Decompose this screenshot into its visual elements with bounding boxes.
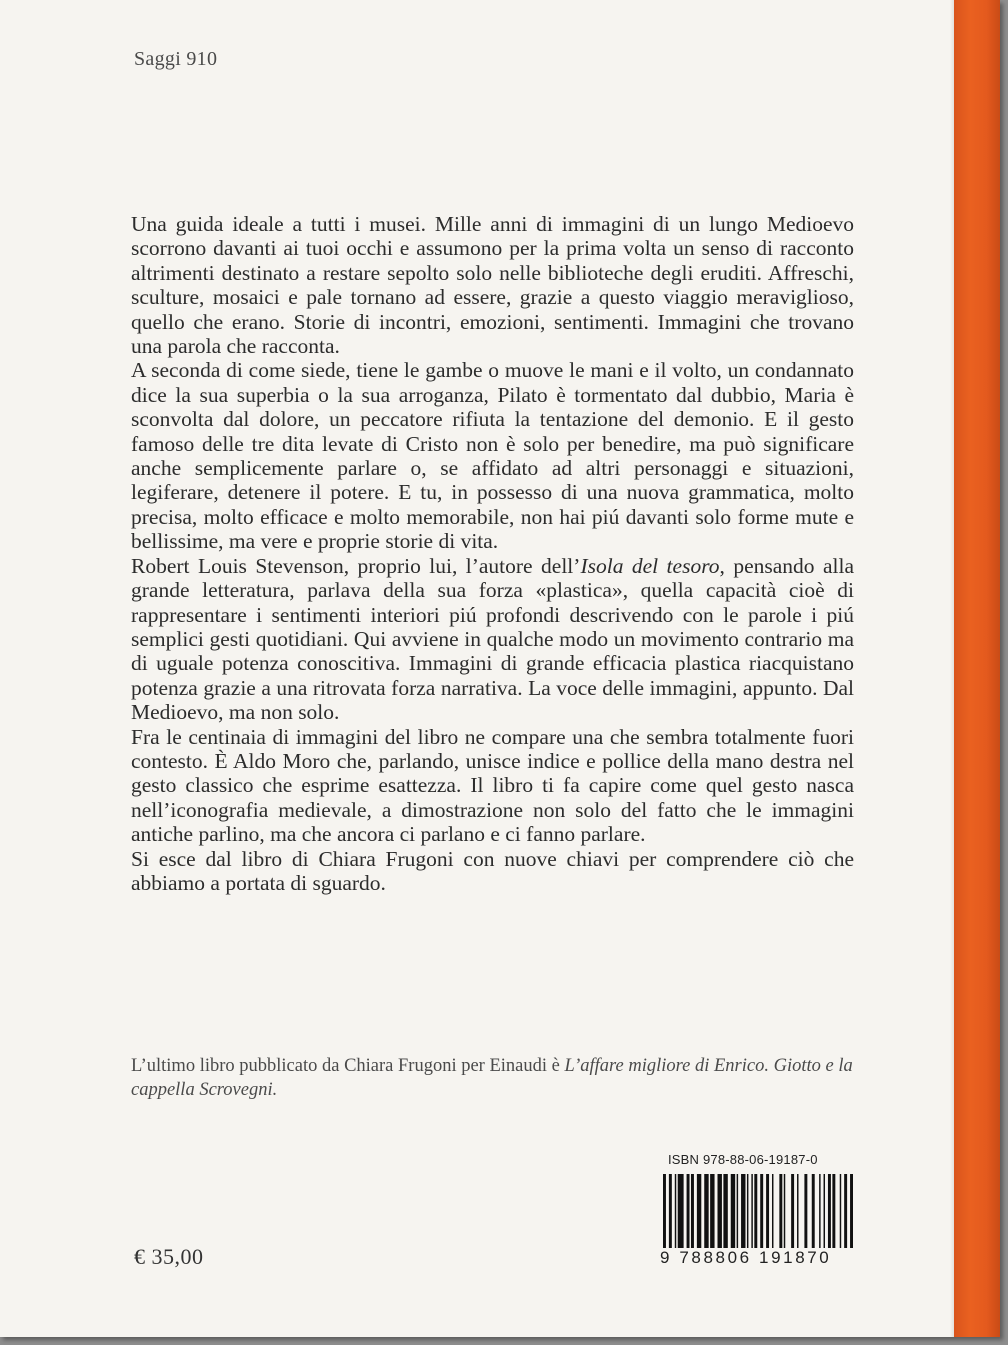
barcode (660, 1150, 856, 1280)
barcode-bar (784, 1174, 785, 1248)
isbn-label: ISBN 978-88-06-19187-0 (668, 1152, 818, 1167)
barcode-bar (678, 1174, 684, 1248)
barcode-bar (747, 1174, 748, 1248)
blurb-paragraph-3 (131, 554, 854, 725)
series-label: Saggi 910 (134, 48, 218, 70)
blurb-paragraph-5: Si esce dal libro di Chiara Frugoni con nuove chiavi per comprendere ciò che abbiamo a portata di sguardo. (131, 846, 854, 895)
barcode-bar (791, 1174, 794, 1248)
barcode-bar (687, 1174, 690, 1248)
barcode-bar (824, 1174, 825, 1248)
book-title-italic: Isola del tesoro (580, 553, 720, 578)
barcode-bar (797, 1174, 798, 1248)
blurb-paragraph-2: A seconda di come siede, tiene le gambe o muove le mani e il volto, un condannato dice la sua superbia o la sua arroganza, Pilato è tormentato dal dubbio, Maria è sconvolta dal dolore, un peccatore rifiuta la tentazione del demonio. E il gesto famoso delle tre dita levate di Cristo non è solo per benedire, ma può significare anche semplicemente parlare o, se affidato ad altri personaggi e situazioni, legiferare, detenere il potere. E tu, in possesso di una nuova grammatica, molto precisa, molto efficace e molto memorabile, non hai piú davanti solo forme mute e bellissime, ma vere e proprie storie di vita. (131, 358, 854, 554)
blurb-p3-end: , pensando alla grande letteratura, parlava della sua forza «plastica», quella capacità cioè di rappresentare i sentimenti interiori piú profondi descrivendo con le parole i piú semplici gesti quotidiani. Qui avviene in qualche modo un movimento contrario ma di uguale potenza conoscitiva. Immagini di grande efficacia plastica riacquistano potenza grazie a una ritrovata forza narrativa. La voce delle immagini, appunto. Dal Medioevo, ma non solo. (131, 553, 854, 725)
barcode-bar (718, 1174, 722, 1248)
barcode-bar (812, 1174, 815, 1248)
barcode-bar (804, 1174, 807, 1248)
barcode-bar (832, 1174, 835, 1248)
barcode-digits: 9 788806 191870 (660, 1248, 832, 1267)
barcode-bar (779, 1174, 782, 1248)
orange-spine (954, 0, 1000, 1337)
barcode-bar (663, 1174, 666, 1248)
previous-book-note (131, 1054, 861, 1102)
barcode-bar (697, 1174, 701, 1248)
barcode-bar (760, 1174, 763, 1248)
barcode-bar (741, 1174, 745, 1248)
barcode-bar (751, 1174, 752, 1248)
barcode-bar (754, 1174, 757, 1248)
barcode-bar (772, 1174, 773, 1248)
barcode-bars (660, 1174, 856, 1250)
barcode-bar (723, 1174, 727, 1248)
blurb-paragraph-4: Fra le centinaia di immagini del libro ne compare una che sembra totalmente fuori contesto. È Aldo Moro che, parlando, unisce indice e pollice della mano destra nel gesto classico che esprime esattezza. Il libro ti fa capire come quel gesto nasca nell’iconografia medievale, a dimostrazione non solo del fatto che le immagini antiche parlino, ma che ancora ci parlano e ci fanno parlare. (131, 724, 854, 847)
barcode-bar (844, 1174, 847, 1248)
barcode-bar (710, 1174, 714, 1248)
note-text: L’ultimo libro pubblicato da Chiara Frugoni per Einaudi è (131, 1056, 560, 1076)
barcode-bar (850, 1174, 853, 1248)
blurb-text (131, 212, 854, 895)
barcode-bar (840, 1174, 841, 1248)
barcode-bar (669, 1174, 672, 1248)
price: € 35,00 (134, 1244, 204, 1269)
barcode-bar (731, 1174, 735, 1248)
barcode-bar (766, 1174, 769, 1248)
blurb-paragraph-1: Una guida ideale a tutti i musei. Mille anni di immagini di un lungo Medioevo scorrono davanti ai tuoi occhi e assumono per la prima volta un senso di racconto altrimenti destinato a restare sepolto solo nelle biblioteche degli eruditi. Affreschi, sculture, mosaici e pale tornano ad essere, grazie a questo viaggio meraviglioso, quello che erano. Storie di incontri, emozioni, sentimenti. Immagini che trovano una parola che racconta. (131, 212, 854, 359)
barcode-bar (675, 1174, 676, 1248)
barcode-bar (704, 1174, 708, 1248)
barcode-bar (828, 1174, 831, 1248)
barcode-bar (737, 1174, 738, 1248)
note-book-title: L’affare migliore di Enrico. Giotto e la cappella Scrovegni. (131, 1056, 853, 1100)
barcode-bar (691, 1174, 694, 1248)
barcode-bar (819, 1174, 820, 1248)
blurb-p3-start: Robert Louis Stevenson, proprio lui, l’autore dell’ (131, 553, 581, 578)
